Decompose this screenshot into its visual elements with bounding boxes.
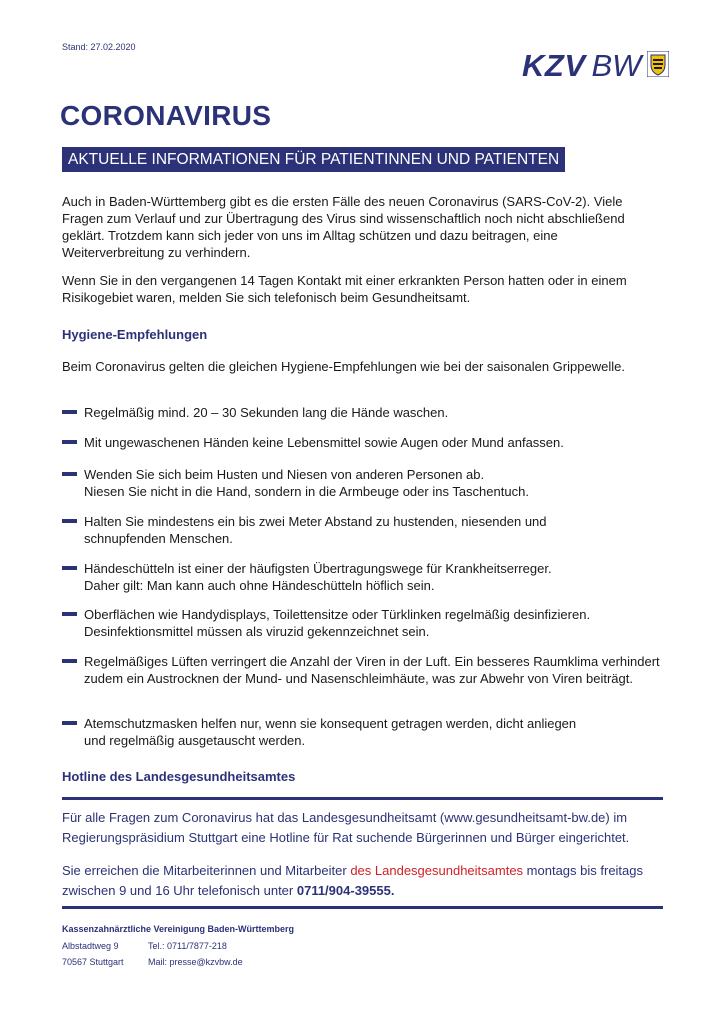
- bullet-dash-icon: [62, 721, 77, 725]
- hotline-text-red: des Landesgesundheitsamtes: [350, 863, 524, 878]
- kzv-bw-logo: [522, 48, 669, 84]
- list-item: [62, 715, 662, 749]
- bullet-text: Atemschutzmasken helfen nur, wenn sie konsequent getragen werden, dicht anliegen und regelmäßig ausgetauscht werden.: [84, 716, 577, 748]
- hotline-heading: Hotline des Landesgesundheitsamtes: [62, 769, 296, 784]
- bullet-dash-icon: [62, 440, 77, 444]
- coat-of-arms-icon: [647, 51, 669, 82]
- list-item: [62, 653, 662, 687]
- footer-street: Albstadtweg 9: [62, 941, 119, 951]
- intro-paragraph: Auch in Baden-Württemberg gibt es die ersten Fälle des neuen Coronavirus (SARS-CoV-2). Viele Fragen zum Verlauf und zur Übertragung des Virus sind wissenschaftlich noch nicht abschließend geklärt. Trotzdem kann sich jeder von uns im Alltag schützen und dazu beitragen, eine Weiterverbreitung zu verhindern.: [62, 194, 625, 260]
- list-item: [62, 404, 662, 421]
- bullet-text: Wenden Sie sich beim Husten und Niesen von anderen Personen ab. Niesen Sie nicht in die Hand, sondern in die Armbeuge oder ins Taschentuch.: [84, 467, 529, 499]
- contact-paragraph: Wenn Sie in den vergangenen 14 Tagen Kontakt mit einer erkrankten Person hatten oder in einem Risikogebiet waren, melden Sie sich telefonisch beim Gesundheitsamt.: [62, 273, 627, 305]
- hotline-phone: 0711/904-39555.: [296, 883, 395, 898]
- bullet-text: Regelmäßiges Lüften verringert die Anzahl der Viren in der Luft. Ein besseres Raumklima verhindert zudem ein Austrocknen der Mund- und Nasenschleimhäute, was zur Abwehr von Viren beiträgt.: [84, 654, 660, 686]
- bullet-dash-icon: [62, 659, 77, 663]
- page-title: CORONAVIRUS: [60, 100, 272, 131]
- bullet-dash-icon: [62, 566, 77, 570]
- bullet-text: Regelmäßig mind. 20 – 30 Sekunden lang die Hände waschen.: [84, 405, 449, 420]
- list-item: [62, 560, 662, 594]
- list-item: [62, 513, 662, 547]
- footer-org-name: Kassenzahnärztliche Vereinigung Baden-Württemberg: [62, 924, 295, 934]
- bullet-text: Oberflächen wie Handydisplays, Toilettensitze oder Türklinken regelmäßig desinfizieren. Desinfektionsmittel müssen als viruzid gekennzeichnet sein.: [84, 607, 591, 639]
- date-stamp: Stand: 27.02.2020: [62, 42, 136, 52]
- bullet-dash-icon: [62, 519, 77, 523]
- hygiene-heading: Hygiene-Empfehlungen: [62, 327, 208, 342]
- hotline-text-a: Sie erreichen die Mitarbeiterinnen und Mitarbeiter: [62, 863, 351, 878]
- hygiene-intro: Beim Coronavirus gelten die gleichen Hygiene-Empfehlungen wie bei der saisonalen Grippewelle.: [62, 359, 625, 374]
- footer-city: 70567 Stuttgart: [62, 957, 124, 967]
- list-item: [62, 434, 662, 451]
- logo-bw-text: BW: [591, 48, 642, 83]
- bullet-text: Händeschütteln ist einer der häufigsten Übertragungswege für Krankheitserreger. Daher gilt: Man kann auch ohne Händeschütteln höflich sein.: [84, 561, 552, 593]
- footer-phone: Tel.: 0711/7877-218: [148, 941, 227, 951]
- hotline-text-b: montags bis freitags zwischen 9 und 16 Uhr telefonisch unter: [62, 863, 644, 898]
- hotline-contact-paragraph: [62, 861, 662, 901]
- hotline-paragraph: Für alle Fragen zum Coronavirus hat das Landesgesundheitsamt (www.gesundheitsamt-bw.de) im Regierungspräsidium Stuttgart eine Hotline für Rat suchende Bürgerinnen und Bürger eingerichtet.: [62, 810, 630, 845]
- bullet-text: Mit ungewaschenen Händen keine Lebensmittel sowie Augen oder Mund anfassen.: [84, 435, 564, 450]
- page-subtitle: AKTUELLE INFORMATIONEN FÜR PATIENTINNEN UND PATIENTEN: [62, 147, 565, 172]
- bullet-text: Halten Sie mindestens ein bis zwei Meter Abstand zu hustenden, niesenden und schnupfenden Menschen.: [84, 514, 547, 546]
- divider: [62, 906, 663, 909]
- bullet-dash-icon: [62, 612, 77, 616]
- list-item: [62, 466, 662, 500]
- list-item: [62, 606, 662, 640]
- footer-email: Mail: presse@kzvbw.de: [148, 957, 243, 967]
- bullet-dash-icon: [62, 410, 77, 414]
- bullet-dash-icon: [62, 472, 77, 476]
- divider: [62, 797, 663, 800]
- logo-kzv-text: KZV: [522, 48, 586, 83]
